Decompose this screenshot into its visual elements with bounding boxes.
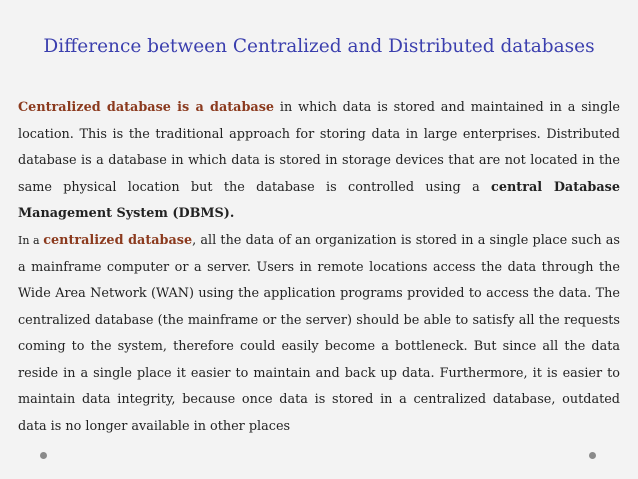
dbms-bold-text: central Database Management System (DBMS). [18, 179, 620, 221]
decorative-dot-right [589, 452, 596, 459]
slide-title: Difference between Centralized and Distributed databases [43, 36, 595, 57]
highlight-centralized-database-2: centralized database [43, 233, 193, 248]
decorative-dot-left [40, 452, 47, 459]
paragraph-definition [18, 95, 620, 228]
paragraph-prefix: In a [18, 234, 44, 247]
paragraph-centralized [18, 228, 620, 440]
highlight-centralized-database: Centralized database is a database [18, 100, 275, 115]
paragraph-definition-text: in which data is stored and maintained in a single location. This is the traditional approach for storing data in large enterprises. Distributed database is a database in which data is stored in storage devices that are not located in the same physical location but the database is controlled using a [18, 100, 621, 195]
paragraph-centralized-text: , all the data of an organization is stored in a single place such as a mainframe computer or a server. Users in remote locations access the data through the Wide Area Network (WAN) using the application programs provided to access the data. The centralized database (the mainframe or the server) should be able to satisfy all the requests coming to the system, therefore could easily become a bottleneck. But since all the data reside in a single place it easier to maintain and back up data. Furthermore, it is easier to maintain data integrity, because once data is stored in a centralized database, outdated data is no longer available in other places [18, 233, 620, 434]
